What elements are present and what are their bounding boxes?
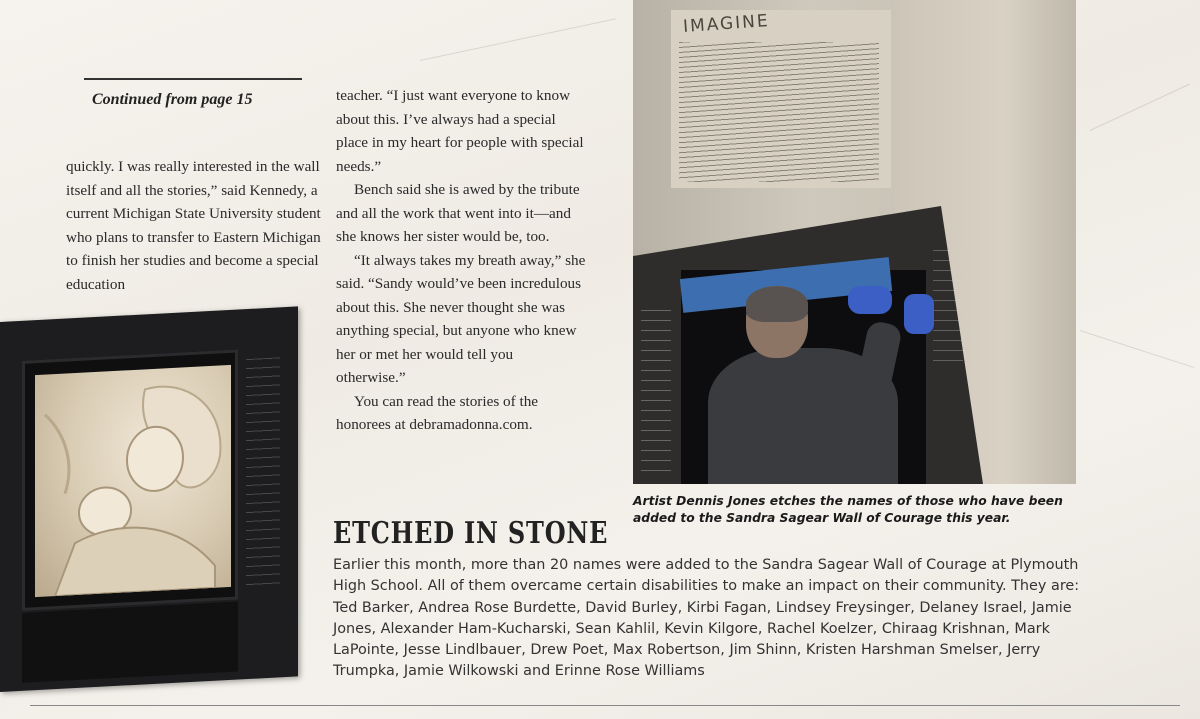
continued-label: Continued from page 15 bbox=[92, 91, 253, 108]
relief-base bbox=[22, 602, 238, 683]
paragraph: You can read the stories of the honorees at debramadonna.com. bbox=[336, 392, 539, 433]
marble-texture bbox=[420, 18, 616, 61]
blue-glove bbox=[904, 294, 934, 334]
plaque-title: IMAGINE bbox=[682, 11, 771, 37]
column-rule bbox=[84, 78, 302, 80]
article-column-1: quickly. I was really interested in the wall itself and all the stories,” said Kennedy, a current Michigan State University student who plans to transfer to Eastern Michigan to finish her studies and become a special education bbox=[66, 158, 321, 293]
engraved-names bbox=[933, 250, 963, 370]
relief-stone bbox=[35, 365, 231, 597]
article-column-2 bbox=[336, 84, 586, 437]
engraved-names bbox=[246, 357, 280, 589]
photo-caption: Artist Dennis Jones etches the names of those who have been added to the Sandra Sagear Wall of Courage this year. bbox=[633, 494, 1063, 525]
artist-hair bbox=[746, 286, 808, 322]
page-bottom-rule bbox=[30, 705, 1180, 706]
section-body: Earlier this month, more than 20 names were added to the Sandra Sagear Wall of Courage at Plymouth High School. All of them overcame certain disabilities to make an impact on their community. They are: Ted Barker, Andrea Rose Burdette, David Burley, Kirbi Fagan, Lindsey Freysinger, Delaney Israel, Jamie Jones, Alexander Ham-Kucharski, Sean Kahlil, Kevin Kilgore, Rachel Koelzer, Chiraag Krishnan, Mark LaPointe, Jesse Lindlbauer, Drew Poet, Max Robertson, Jim Shinn, Kristen Harshman Smelser, Jerry Trumpka, Jamie Wilkowski and Erinne Rose Williams bbox=[333, 557, 1080, 680]
paragraph: Bench said she is awed by the tribute and all the work that went into it—and she knows her sister would be, too. bbox=[336, 181, 580, 245]
etching-photo bbox=[633, 0, 1076, 484]
plaque-text-lines bbox=[679, 42, 879, 182]
imagine-plaque bbox=[671, 10, 891, 188]
engraved-names bbox=[641, 310, 671, 480]
relief-frame bbox=[22, 350, 238, 611]
relief-sculpture-photo bbox=[0, 306, 298, 692]
paragraph: “It always takes my breath away,” she said. “Sandy would’ve been incredulous about this. She never thought she was anything special, but anyone who knew her or met her would tell you otherwise.” bbox=[336, 251, 586, 386]
marble-texture bbox=[1090, 84, 1190, 131]
blue-glove bbox=[848, 286, 892, 314]
marble-texture bbox=[1080, 330, 1194, 368]
section-headline: ETCHED IN STONE bbox=[333, 516, 609, 551]
relief-figures-illustration bbox=[35, 365, 231, 597]
artist-figure bbox=[708, 286, 908, 484]
paragraph: teacher. “I just want everyone to know about this. I’ve always had a special place in my heart for people with special needs.” bbox=[336, 87, 584, 175]
